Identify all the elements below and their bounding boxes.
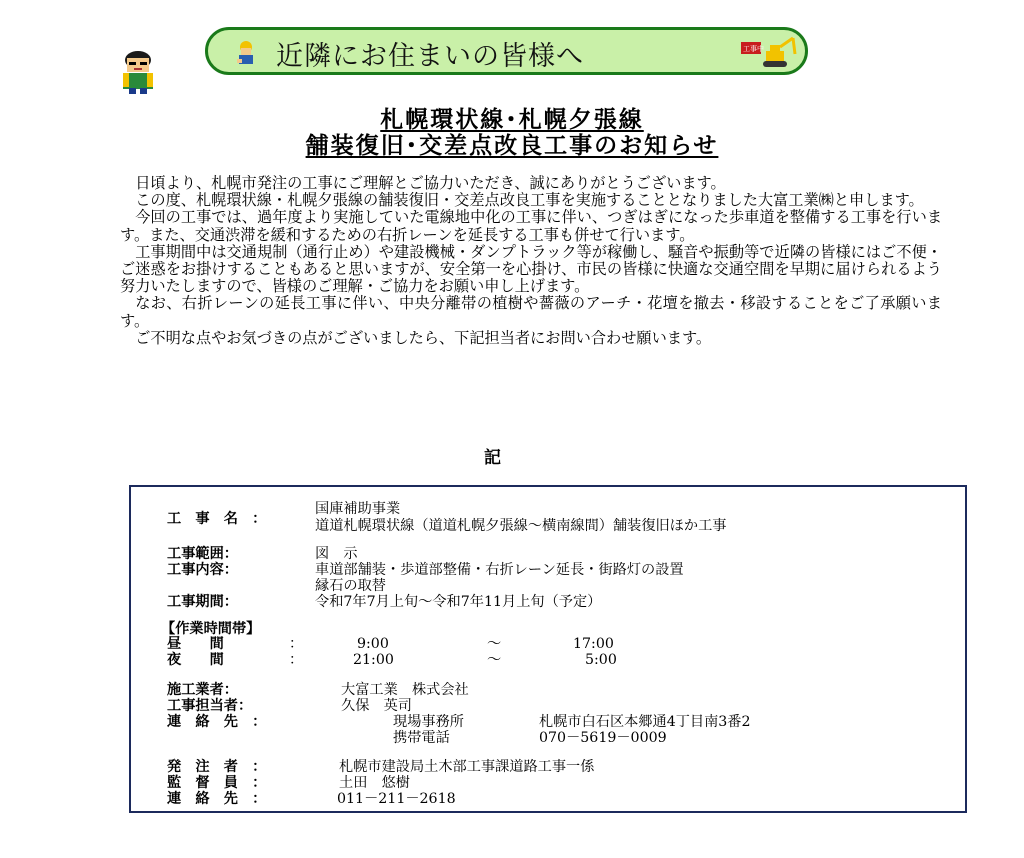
manager-label: 工事担当者： — [167, 698, 253, 714]
banner-title: 近隣にお住まいの皆様へ — [276, 41, 584, 72]
paragraph-work-description: 今回の工事では、過年度より実施していた電線地中化の工事に伴い、つぎはぎになった歩車道を整備する工事を行います。また、交通渋滞を緩和するための右折レーンを延長する工事も併せて行います。 — [120, 208, 943, 244]
project-name-line2: 道道札幌環状線（道道札幌夕張線～横南線間）舗装復旧ほか工事 — [315, 518, 727, 534]
night-tilde: ～ — [487, 652, 502, 668]
night-colon: ： — [289, 652, 304, 668]
supervisor-value: 土田 悠樹 — [339, 775, 410, 791]
day-end: 17:00 — [573, 636, 614, 652]
notice-title-line2: 舗装復旧･交差点改良工事のお知らせ — [305, 133, 719, 159]
night-end: 5:00 — [585, 652, 617, 668]
excavator-icon — [740, 34, 798, 76]
content-value-line1: 車道部舗装・歩道部整備・右折レーン延長・街路灯の設置 — [315, 562, 684, 578]
notice-title-line1: 札幌環状線･札幌夕張線 — [380, 107, 644, 133]
notice-body — [120, 175, 942, 347]
period-label: 工事期間： — [167, 594, 238, 610]
client-contact-label: 連 絡 先 ： — [167, 791, 267, 807]
client-contact-value: 011－211－2618 — [337, 791, 456, 807]
work-hours-heading: 【作業時間帯】 — [161, 621, 261, 637]
contractor-value: 大富工業 株式会社 — [341, 682, 469, 698]
manager-value: 久保 英司 — [341, 698, 412, 714]
contractor-label: 施工業者： — [167, 682, 238, 698]
paragraph-relocation: なお、右折レーンの延長工事に伴い、中央分離帯の植樹や薔薇のアーチ・花壇を撤去・移設することをご了承願います。 — [120, 294, 942, 330]
mobile-value: 070－5619－0009 — [539, 730, 667, 746]
content-value-line2: 縁石の取替 — [315, 578, 386, 594]
scope-label: 工事範囲： — [167, 546, 238, 562]
project-name-line1: 国庫補助事業 — [315, 501, 401, 517]
contact-label: 連 絡 先 ： — [167, 714, 267, 730]
project-name-label: 工 事 名 ： — [167, 511, 267, 527]
supervisor-label: 監 督 員 ： — [167, 775, 267, 791]
worker-icon — [232, 39, 260, 71]
client-value: 札幌市建設局土木部工事課道路工事一係 — [339, 759, 595, 775]
worker-mascot-icon — [112, 44, 164, 100]
site-office-address: 札幌市白石区本郷通4丁目南3番2 — [539, 714, 751, 730]
ki-heading: 記 — [484, 448, 501, 468]
client-label: 発 注 者 ： — [167, 759, 267, 775]
header-banner — [205, 27, 808, 75]
paragraph-greeting: 日頃より、札幌市発注の工事にご理解とご協力いただき、誠にありがとうございます。 — [135, 174, 726, 192]
paragraph-contact-request: ご不明な点やお気づきの点がございましたら、下記担当者にお問い合わせ願います。 — [135, 328, 712, 347]
details-box — [129, 485, 967, 813]
paragraph-apology: 工事期間中は交通規制（通行止め）や建設機械・ダンプトラック等が稼働し、騒音や振動等で近隣の皆様にはご不便・ご迷惑をお掛けすることもあると思いますが、安全第一を心掛け、市民の皆様に快適な交通空間を早期に届けられるよう努力いたしますので、皆様のご理解・ご協力をお願い申し上げます。 — [120, 242, 942, 296]
scope-value: 図 示 — [315, 546, 358, 562]
day-label: 昼 間 — [167, 636, 224, 652]
mobile-label: 携帯電話 — [393, 730, 450, 746]
site-office-label: 現場事務所 — [393, 714, 464, 730]
content-label: 工事内容： — [167, 562, 238, 578]
period-value: 令和7年7月上旬～令和7年11月上旬（予定） — [315, 594, 602, 610]
night-start: 21:00 — [353, 652, 394, 668]
day-start: 9:00 — [357, 636, 389, 652]
day-tilde: ～ — [487, 636, 502, 652]
construction-sign-text: 工事中 — [743, 45, 764, 53]
paragraph-intro: この度、札幌環状線・札幌夕張線の舗装復旧・交差点改良工事を実施することとなりました大富工業㈱と申します。 — [135, 191, 924, 210]
night-label: 夜 間 — [167, 652, 224, 668]
day-colon: ： — [289, 636, 304, 652]
